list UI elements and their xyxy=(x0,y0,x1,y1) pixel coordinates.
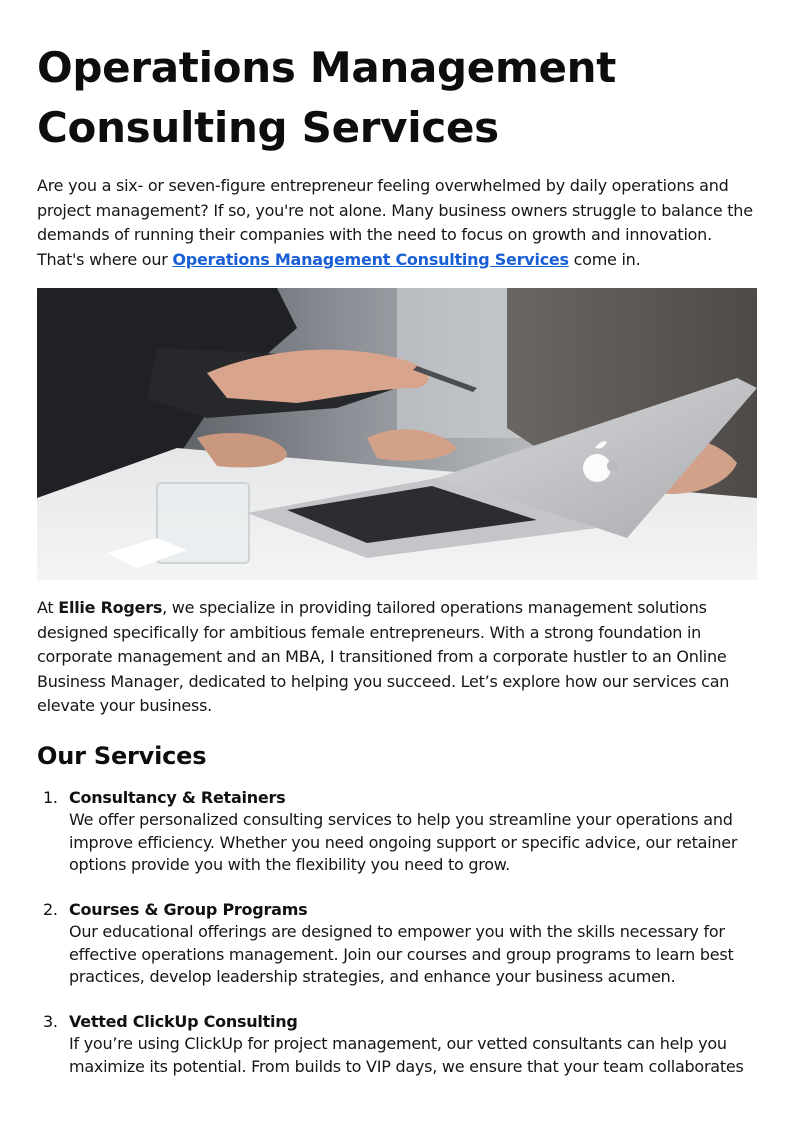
intro-text-before: Are you a six- or seven-figure entrepreneur feeling overwhelmed by daily operations and project management? If so, you're not alone. Many business owners struggle to balance the demands of running their companies with the need to focus on growth and innovation. That's where our xyxy=(37,176,753,269)
intro-paragraph xyxy=(37,174,757,272)
laptop-meeting-photo xyxy=(37,288,757,580)
service-item-consultancy xyxy=(37,787,757,877)
about-paragraph xyxy=(37,596,757,719)
service-description: Our educational offerings are designed to empower you with the skills necessary for effective operations management. Join our courses and group programs to learn best practices, develop leadership strategies, and enhance your business acumen. xyxy=(69,922,734,986)
article xyxy=(37,38,757,1100)
service-title: Courses & Group Programs xyxy=(69,899,308,919)
services-heading: Our Services xyxy=(37,741,207,770)
owner-name: Ellie Rogers xyxy=(58,598,163,617)
intro-text-after: come in. xyxy=(568,249,641,269)
service-title: Consultancy & Retainers xyxy=(69,787,286,807)
service-number: 2. xyxy=(43,899,58,919)
about-prefix: At xyxy=(37,598,59,617)
operations-services-link[interactable]: Operations Management Consulting Services xyxy=(172,249,569,269)
about-text: , we specialize in providing tailored operations management solutions designed specifically for ambitious female entrepreneurs. With a strong foundation in corporate management and an MBA, I transitioned from a corporate hustler to an Online Business Manager, dedicated to helping you succeed. Let’s explore how our services can elevate your business. xyxy=(37,598,730,715)
page-title: Operations Management Consulting Services xyxy=(37,43,617,152)
service-item-clickup xyxy=(37,1011,757,1079)
service-number: 1. xyxy=(43,787,58,807)
service-description: We offer personalized consulting services to help you streamline your operations and improve efficiency. Whether you need ongoing support or specific advice, our retainer options provide you with the flexibility you need to grow. xyxy=(69,810,738,874)
service-number: 3. xyxy=(43,1011,58,1031)
service-title: Vetted ClickUp Consulting xyxy=(69,1011,298,1031)
services-list xyxy=(37,787,757,1079)
service-item-courses xyxy=(37,899,757,989)
service-description: If you’re using ClickUp for project management, our vetted consultants can help you maximize its potential. From builds to VIP days, we ensure that your team collaborates xyxy=(69,1034,744,1076)
